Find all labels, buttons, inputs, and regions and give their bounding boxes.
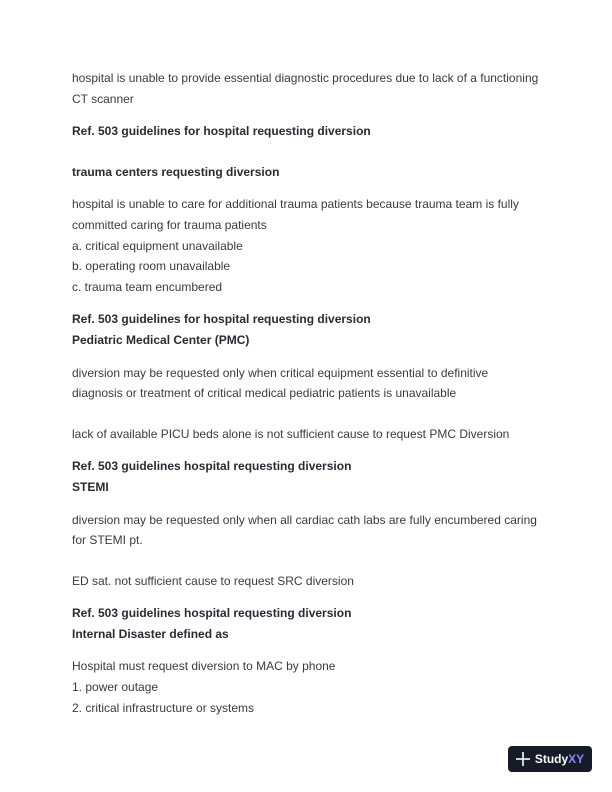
- text-line: ED sat. not sufficient cause to request SRC diversion: [72, 573, 354, 588]
- brand-name: Study: [534, 752, 569, 766]
- text-line: diversion may be requested only when all cardiac cath labs are fully encumbered caring: [72, 512, 537, 527]
- text-line: lack of available PICU beds alone is not sufficient cause to request PMC Diversion: [72, 426, 510, 441]
- plus-icon: [516, 752, 530, 766]
- list-item: 2. critical infrastructure or systems: [72, 700, 255, 715]
- list-item: a. critical equipment unavailable: [72, 238, 243, 253]
- text-line: diagnosis or treatment of critical medical pediatric patients is unavailable: [72, 386, 457, 401]
- studyxy-logo[interactable]: [508, 746, 592, 772]
- text-line: committed caring for trauma patients: [72, 217, 267, 232]
- section-heading: Ref. 503 guidelines for hospital requesting diversion: [72, 124, 371, 139]
- list-item: b. operating room unavailable: [72, 259, 231, 274]
- text-line: CT scanner: [72, 91, 134, 106]
- text-line: hospital is unable to provide essential diagnostic procedures due to lack of a functioning: [72, 71, 539, 85]
- list-item: 1. power outage: [72, 680, 159, 695]
- text-line: diversion may be requested only when critical equipment essential to definitive: [72, 365, 489, 380]
- section-heading: Ref. 503 guidelines hospital requesting diversion: [72, 606, 352, 621]
- section-heading: trauma centers requesting diversion: [72, 164, 280, 179]
- document-body: [72, 68, 552, 718]
- section-subheading: STEMI: [72, 479, 109, 494]
- text-line: for STEMI pt.: [72, 533, 143, 548]
- brand-accent: XY: [568, 752, 585, 766]
- section-subheading: Pediatric Medical Center (PMC): [72, 332, 250, 347]
- section-heading: Ref. 503 guidelines hospital requesting diversion: [72, 459, 352, 474]
- list-item: c. trauma team encumbered: [72, 279, 223, 294]
- text-line: hospital is unable to care for additional trauma patients because trauma team is fully: [72, 197, 519, 212]
- section-heading: Ref. 503 guidelines for hospital requesting diversion: [72, 312, 371, 327]
- section-subheading: Internal Disaster defined as: [72, 626, 229, 641]
- text-line: Hospital must request diversion to MAC by phone: [72, 659, 336, 674]
